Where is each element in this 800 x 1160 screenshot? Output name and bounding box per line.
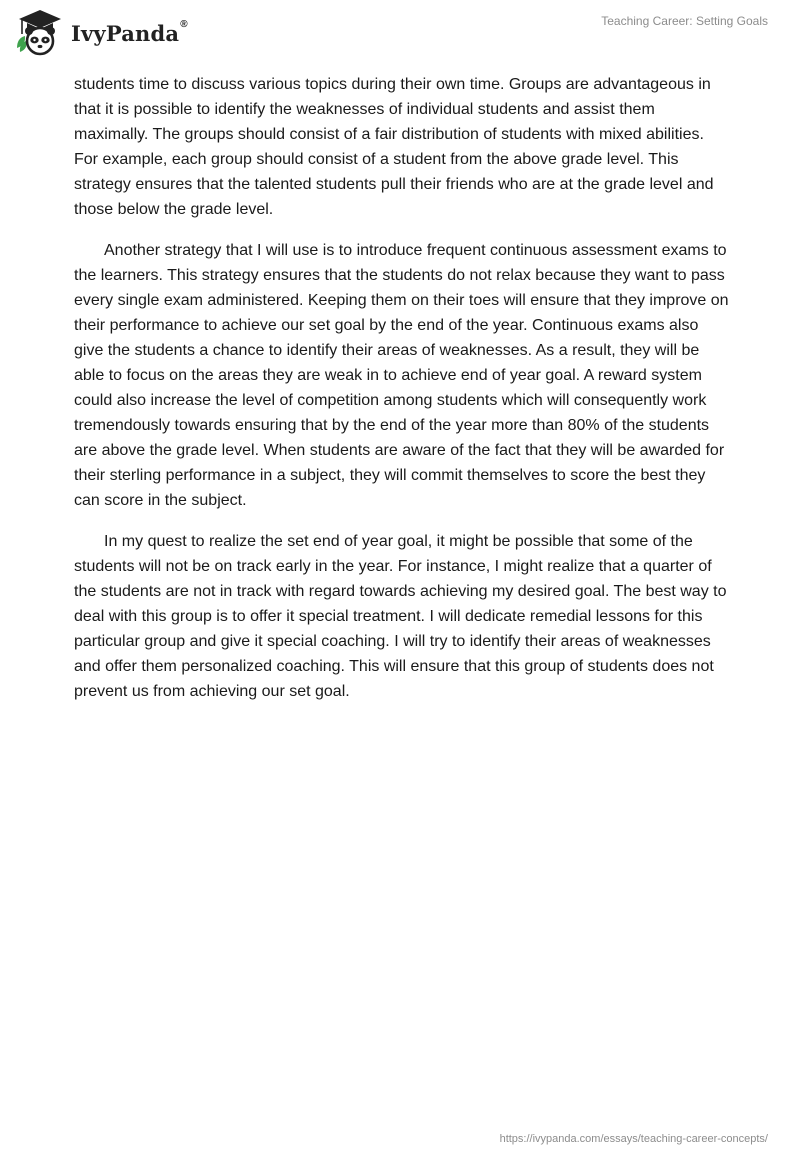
- document-title: Teaching Career: Setting Goals: [601, 14, 768, 28]
- essay-body: [74, 72, 730, 720]
- paragraph-assessment-strategy: Another strategy that I will use is to introduce frequent continuous assessment exams to the learners. This strategy ensures that the students do not relax because they want to pass every single exam administered. Keeping them on their toes will ensure that they improve on their performance to achieve our set goal by the end of the year. Continuous exams also give the students a chance to identify their areas of weaknesses. As a result, they will be able to focus on the areas they are weak in to achieve end of year goal. A reward system could also increase the level of competition among students which will consequently work tremendously towards ensuring that by the end of the year more than 80% of the students are above the grade level. When students are aware of the fact that they will be awarded for their sterling performance in a subject, they will commit themselves to score the best they can score in the subject.: [74, 242, 729, 509]
- registered-mark: ®: [180, 18, 188, 30]
- paragraph-remedial-strategy: In my quest to realize the set end of year goal, it might be possible that some of the students will not be on track early in the year. For instance, I might realize that a quarter of the students are not in track with regard towards achieving my desired goal. The best way to deal with this group is to offer it special treatment. I will dedicate remedial lessons for this particular group and give it special coaching. I will try to identify their areas of weaknesses and offer them personalized coaching. This will ensure that this group of students does not prevent us from achieving our set goal.: [74, 533, 727, 700]
- source-url[interactable]: https://ivypanda.com/essays/teaching-career-concepts/: [499, 1133, 768, 1145]
- brand-name: IvyPanda®: [71, 18, 188, 46]
- page-header: [0, 0, 800, 60]
- paragraph-continuation: students time to discuss various topics during their own time. Groups are advantageous in that it is possible to identify the weaknesses of individual students and assist them maximally. The groups should consist of a fair distribution of students with mixed abilities. For example, each group should consist of a student from the above grade level. This strategy ensures that the talented students pull their friends who are at the grade level and those below the grade level.: [74, 76, 714, 218]
- ivypanda-logo[interactable]: [15, 8, 188, 56]
- panda-graduation-cap-icon: [15, 8, 65, 56]
